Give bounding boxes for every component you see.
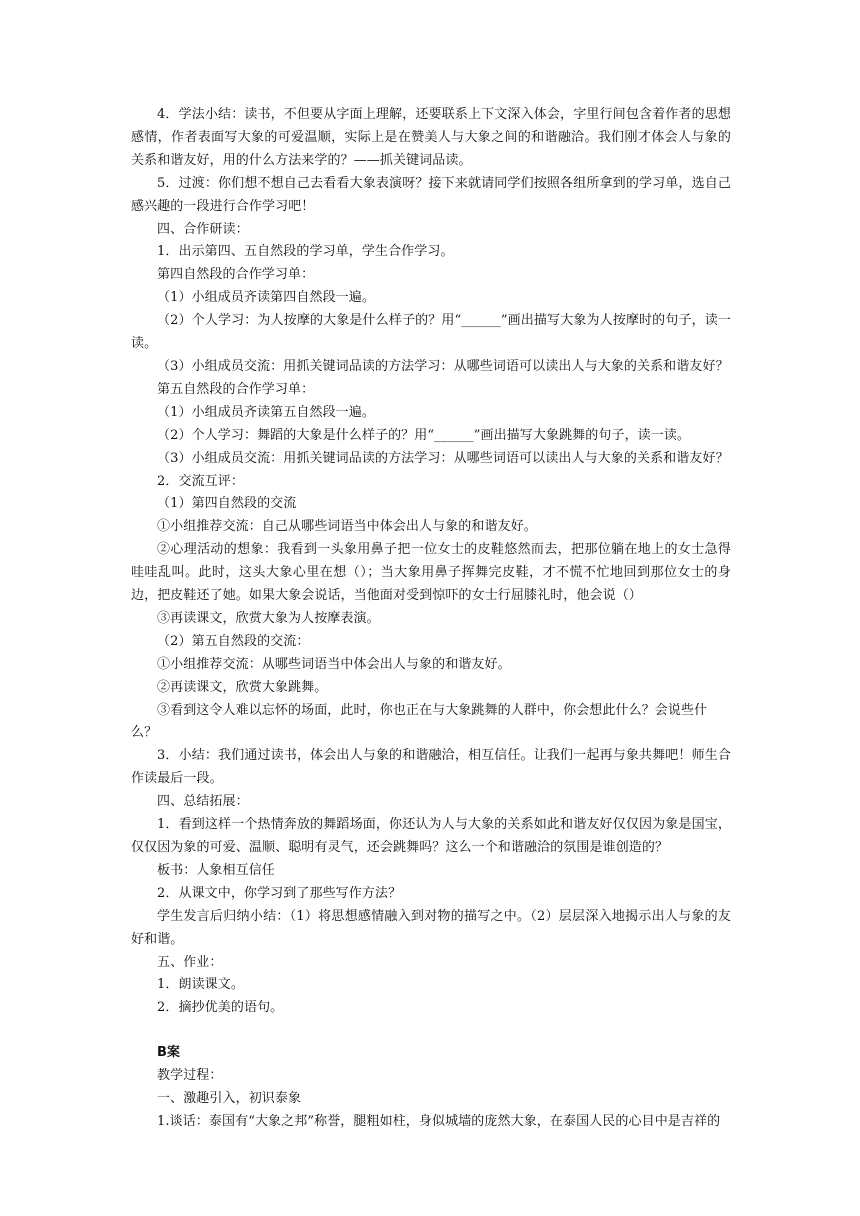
list-item: ②再读课文，欣赏大象跳舞。	[157, 679, 328, 695]
worksheet-title-paragraph-4: 第四自然段的合作学习单：	[157, 267, 315, 283]
list-item: 教学过程：	[157, 1068, 223, 1084]
list-item: （1）小组成员齐读第五自然段一遍。	[157, 404, 375, 420]
section-b-heading: B案	[157, 1045, 181, 1061]
list-item: 1．朗读课文。	[157, 977, 244, 993]
list-item: （1）小组成员齐读第四自然段一遍。	[157, 290, 375, 306]
section-spacer	[131, 1020, 731, 1042]
list-item: （1）第四自然段的交流	[157, 496, 297, 512]
section-heading-homework: 五、作业：	[157, 954, 223, 970]
worksheet-title-paragraph-5: 第五自然段的合作学习单：	[157, 381, 315, 397]
blackboard-note: 板书：人象相互信任	[157, 862, 275, 878]
list-item: ②心理活动的想象：我看到一头象用鼻子把一位女士的皮鞋悠然而去，把那位躺在地上的女士急得哇哇乱叫。此时，这头大象心里在想（）；当大象用鼻子挥舞完皮鞋，才不慌不忙地回到那位女士的身边，把皮鞋还了她。如果大象会说话，当他面对受到惊吓的女士行屈膝礼时，他会说（）	[131, 542, 731, 604]
list-item: 学生发言后归纳小结：（1）将思想感情融入到对物的描写之中。（2）层层深入地揭示出人与象的友好和谐。	[131, 908, 731, 947]
list-item: ③看到这令人难以忘怀的场面，此时，你也正在与大象跳舞的人群中，你会想此什么？会说些什么？	[131, 702, 708, 741]
list-item: 2．从课文中，你学习到了那些写作方法？	[157, 885, 402, 901]
list-item: ①小组推荐交流：从哪些词语当中体会出人与象的和谐友好。	[157, 656, 511, 672]
list-item: 1.谈话：泰国有“大象之邦”称誉，腿粗如柱，身似城墙的庞然大象，在泰国人民的心目中是吉祥的	[157, 1113, 721, 1129]
document-body	[131, 104, 731, 1134]
list-item: 3．小结：我们通过读书，体会出人与象的和谐融洽，相互信任。让我们一起再与象共舞吧！师生合作读最后一段。	[131, 748, 731, 787]
list-item: （2）个人学习：舞蹈的大象是什么样子的？用“______”画出描写大象跳舞的句子，读一读。	[157, 427, 691, 443]
list-item: 一、激趣引入，初识泰象	[157, 1091, 302, 1107]
section-heading-summary-extension: 四、总结拓展：	[157, 794, 249, 810]
section-heading-cooperative-reading: 四、合作研读：	[157, 221, 249, 237]
list-item: （3）小组成员交流：用抓关键词品读的方法学习：从哪些词语可以读出人与大象的关系和谐友好？	[157, 358, 729, 374]
list-item: 1．看到这样一个热情奔放的舞蹈场面，你还认为人与大象的关系如此和谐友好仅仅因为象是国宝，仅仅因为象的可爱、温顺、聪明有灵气，还会跳舞吗？这么一个和谐融洽的氛围是谁创造的？	[131, 817, 731, 855]
list-item: （2）第五自然段的交流：	[157, 633, 310, 649]
list-item: （3）小组成员交流：用抓关键词品读的方法学习：从哪些词语可以读出人与大象的关系和谐友好？	[157, 450, 729, 466]
list-item: 2．摘抄优美的语句。	[157, 1000, 284, 1016]
list-item: 2．交流互评：	[157, 473, 244, 489]
paragraph-transition: 5．过渡：你们想不想自己去看看大象表演呀？接下来就请同学们按照各组所拿到的学习单，选自己感兴趣的一段进行合作学习吧！	[131, 175, 731, 214]
paragraph-study-summary: 4．学法小结：读书，不但要从字面上理解，还要联系上下文深入体会，字里行间包含着作者的思想感情，作者表面写大象的可爱温顺，实际上是在赞美人与大象之间的和谐融洽。我们刚才体会人与象的关系和谐友好，用的什么方法来学的？——抓关键词品读。	[131, 107, 731, 168]
list-item: 1．出示第四、五自然段的学习单，学生合作学习。	[157, 244, 454, 260]
list-item: ①小组推荐交流：自己从哪些词语当中体会出人与象的和谐友好。	[157, 519, 537, 535]
list-item: （2）个人学习：为人按摩的大象是什么样子的？用“______”画出描写大象为人按摩时的句子，读一读。	[131, 313, 731, 352]
list-item: ③再读课文，欣赏大象为人按摩表演。	[157, 610, 380, 626]
